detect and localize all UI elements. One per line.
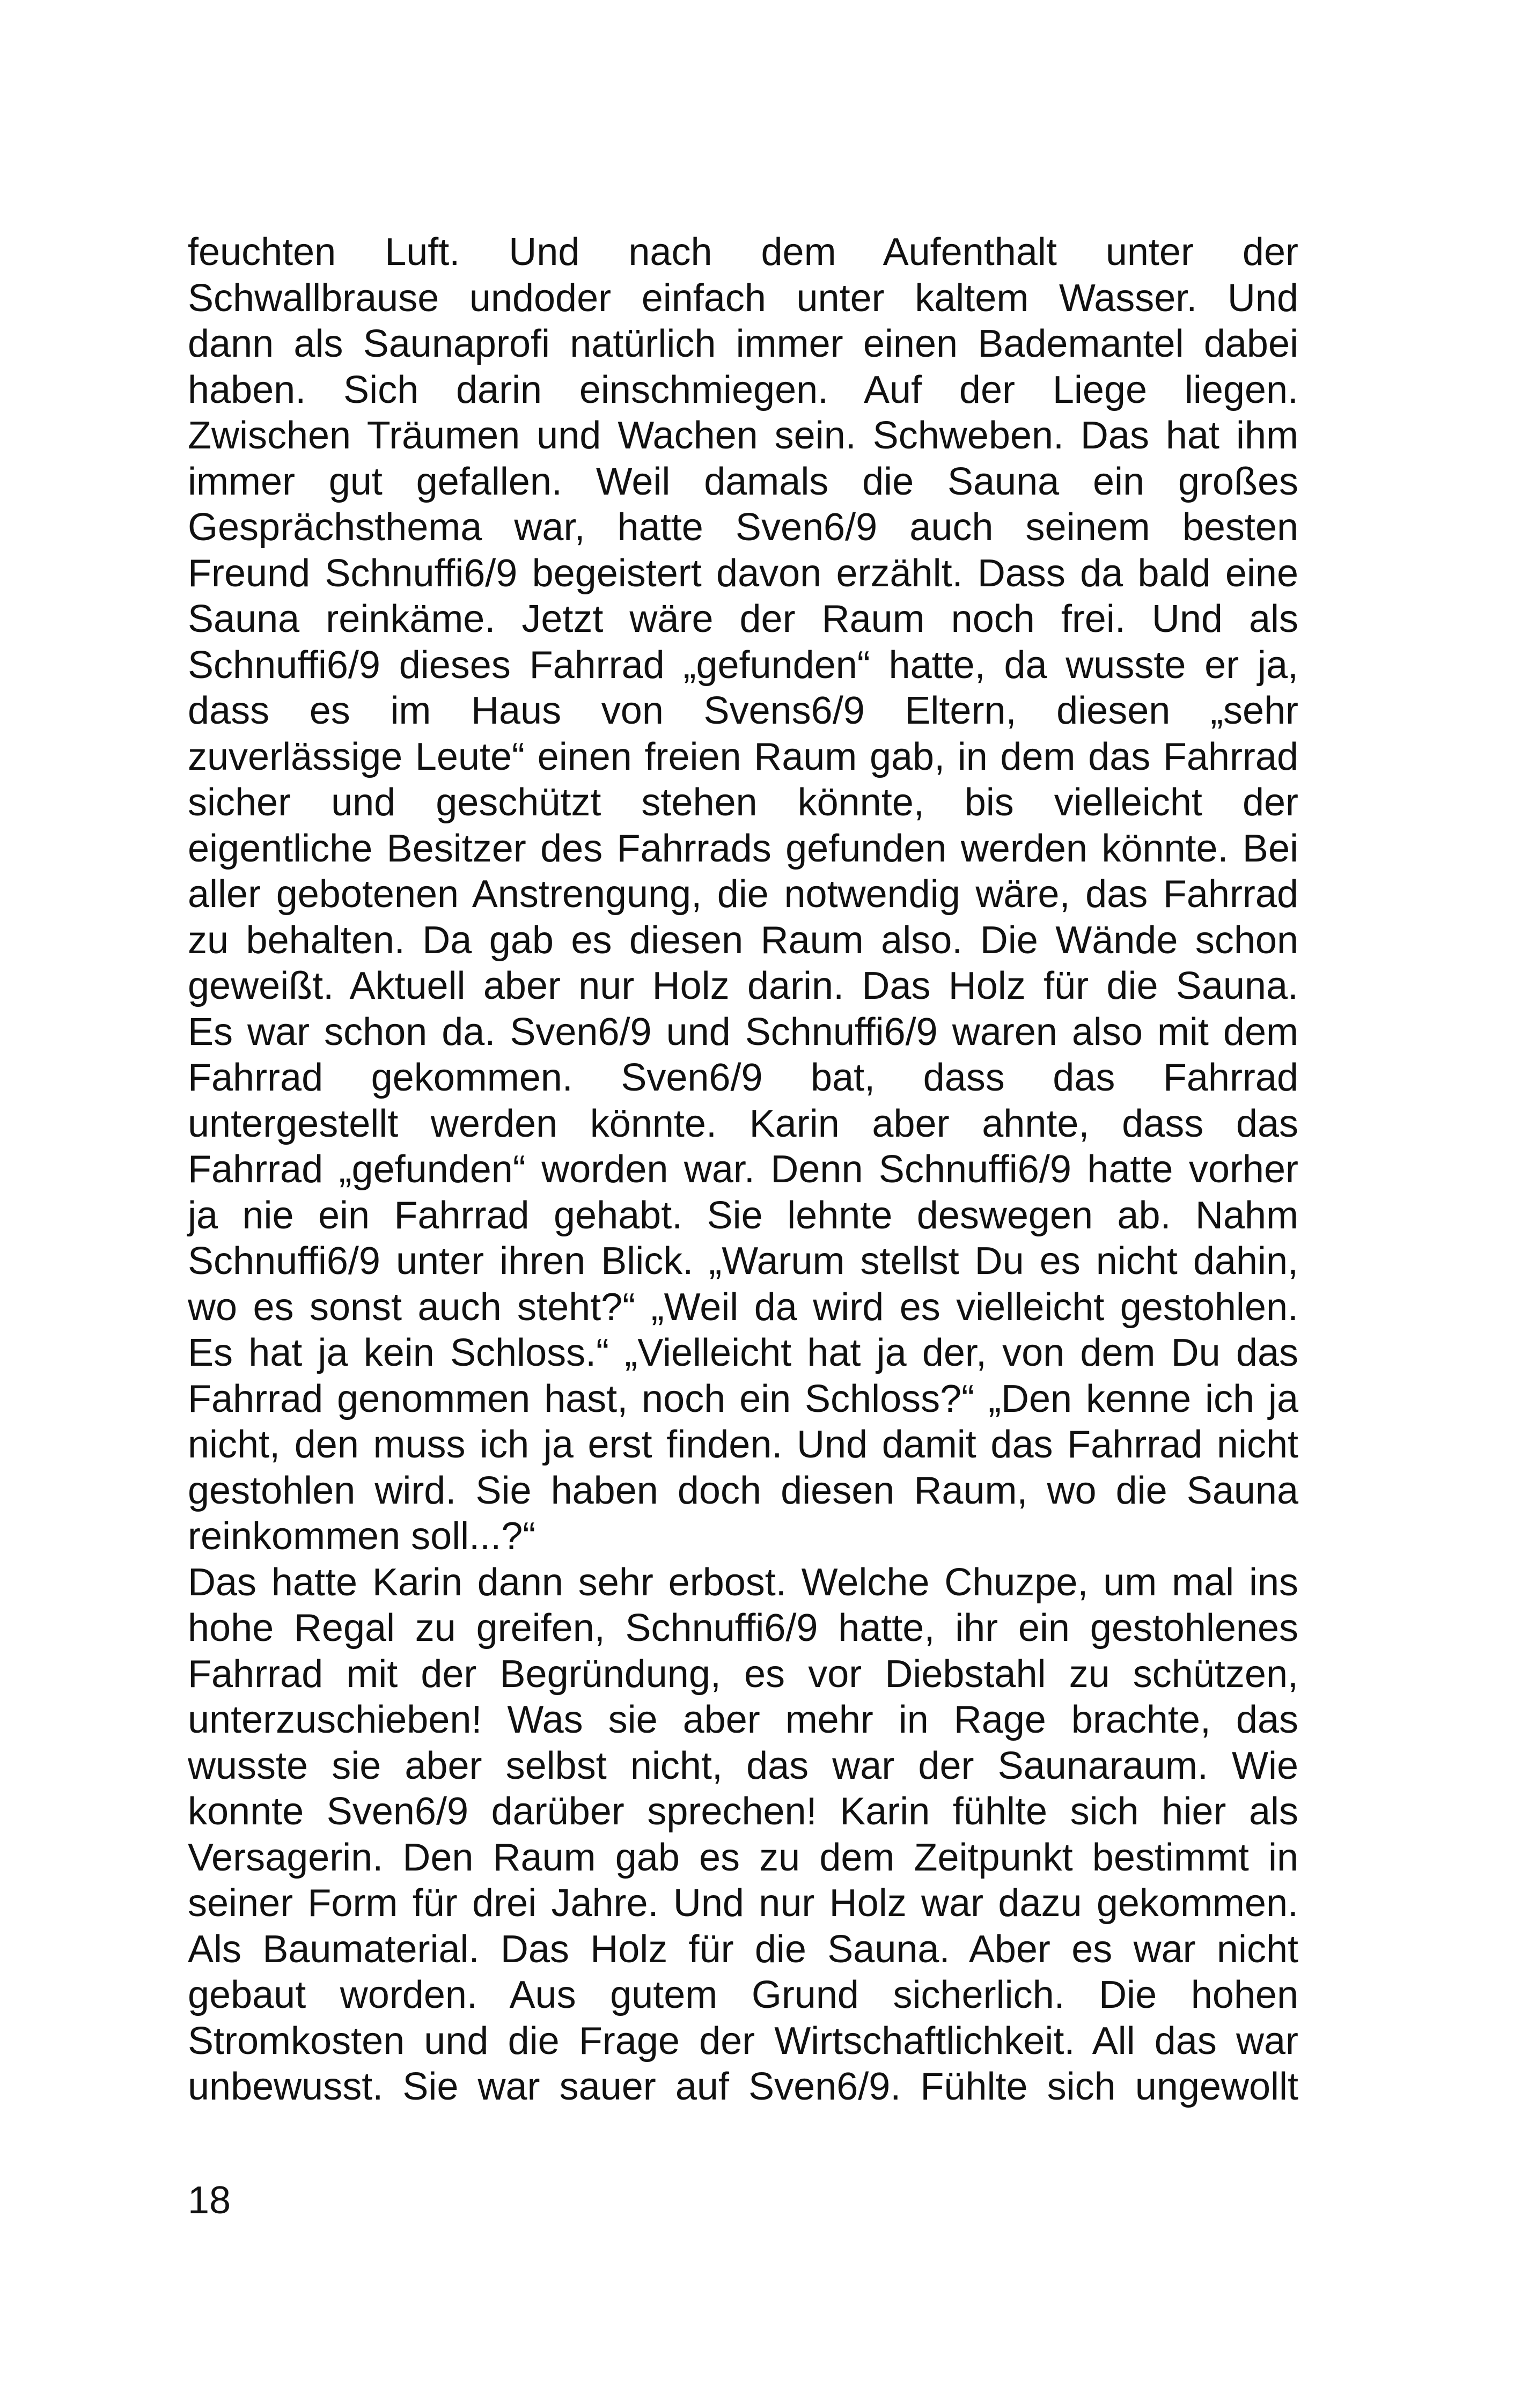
- paragraph: [188, 1560, 1298, 2110]
- text-line: Stromkosten und die Frage der Wirtschaftlichkeit. All das war: [188, 2019, 1298, 2063]
- text-line: nicht, den muss ich ja erst finden. Und damit das Fahrrad nicht: [188, 1423, 1298, 1466]
- text-line: Versagerin. Den Raum gab es zu dem Zeitpunkt bestimmt in: [188, 1836, 1298, 1879]
- text-line: dass es im Haus von Svens6/9 Eltern, diesen „sehr: [188, 689, 1298, 732]
- text-line: sicher und geschützt stehen könnte, bis vielleicht der: [188, 781, 1298, 824]
- text-line: Es war schon da. Sven6/9 und Schnuffi6/9 waren also mit dem: [188, 1010, 1298, 1054]
- text-line: aller gebotenen Anstrengung, die notwendig wäre, das Fahrrad: [188, 873, 1298, 916]
- paragraph: [188, 230, 1298, 1560]
- text-line: ja nie ein Fahrrad gehabt. Sie lehnte deswegen ab. Nahm: [188, 1194, 1298, 1237]
- body-text: [188, 230, 1298, 2110]
- text-line: wusste sie aber selbst nicht, das war der Saunaraum. Wie: [188, 1744, 1298, 1787]
- text-line: reinkommen soll...?“: [188, 1515, 536, 1558]
- text-line: Gesprächsthema war, hatte Sven6/9 auch seinem besten: [188, 506, 1298, 549]
- text-line: Schnuffi6/9 dieses Fahrrad „gefunden“ hatte, da wusste er ja,: [188, 643, 1298, 687]
- text-line: Fahrrad genommen hast, noch ein Schloss?“ „Den kenne ich ja: [188, 1377, 1298, 1420]
- text-line: untergestellt werden könnte. Karin aber ahnte, dass das: [188, 1102, 1298, 1145]
- page-number: 18: [188, 2179, 231, 2222]
- text-line: Freund Schnuffi6/9 begeistert davon erzählt. Dass da bald eine: [188, 551, 1298, 595]
- text-line: unbewusst. Sie war sauer auf Sven6/9. Fühlte sich ungewollt: [188, 2065, 1298, 2108]
- text-line: Sauna reinkäme. Jetzt wäre der Raum noch frei. Und als: [188, 598, 1298, 640]
- text-line: hohe Regal zu greifen, Schnuffi6/9 hatte, ihr ein gestohlenes: [188, 1607, 1298, 1649]
- text-line: eigentliche Besitzer des Fahrrads gefunden werden könnte. Bei: [188, 827, 1298, 870]
- text-line: Schwallbrause undoder einfach unter kaltem Wasser. Und: [188, 276, 1298, 320]
- text-line: Als Baumaterial. Das Holz für die Sauna. Aber es war nicht: [188, 1927, 1298, 1971]
- text-line: Fahrrad „gefunden“ worden war. Denn Schnuffi6/9 hatte vorher: [188, 1148, 1298, 1191]
- text-line: feuchten Luft. Und nach dem Aufenthalt unter der: [188, 231, 1298, 274]
- text-line: immer gut gefallen. Weil damals die Sauna ein großes: [188, 460, 1298, 503]
- text-line: seiner Form für drei Jahre. Und nur Holz war dazu gekommen.: [188, 1882, 1298, 1925]
- text-line: geweißt. Aktuell aber nur Holz darin. Das Holz für die Sauna.: [188, 964, 1298, 1007]
- text-line: haben. Sich darin einschmiegen. Auf der Liege liegen.: [188, 368, 1298, 411]
- text-line: dann als Saunaprofi natürlich immer einen Bademantel dabei: [188, 322, 1298, 365]
- text-line: wo es sonst auch steht?“ „Weil da wird es vielleicht gestohlen.: [188, 1285, 1298, 1329]
- text-line: konnte Sven6/9 darüber sprechen! Karin fühlte sich hier als: [188, 1790, 1298, 1833]
- text-line: Das hatte Karin dann sehr erbost. Welche Chuzpe, um mal ins: [188, 1560, 1298, 1604]
- text-line: Zwischen Träumen und Wachen sein. Schweben. Das hat ihm: [188, 414, 1298, 457]
- text-line: Fahrrad gekommen. Sven6/9 bat, dass das Fahrrad: [188, 1056, 1298, 1099]
- text-line: gestohlen wird. Sie haben doch diesen Raum, wo die Sauna: [188, 1469, 1298, 1512]
- text-line: zuverlässige Leute“ einen freien Raum gab, in dem das Fahrrad: [188, 735, 1298, 778]
- text-line: gebaut worden. Aus gutem Grund sicherlich. Die hohen: [188, 1973, 1298, 2016]
- text-line: Fahrrad mit der Begründung, es vor Diebstahl zu schützen,: [188, 1652, 1298, 1696]
- text-line: Schnuffi6/9 unter ihren Blick. „Warum stellst Du es nicht dahin,: [188, 1240, 1298, 1283]
- text-line: unterzuschieben! Was sie aber mehr in Rage brachte, das: [188, 1698, 1298, 1741]
- text-line: Es hat ja kein Schloss.“ „Vielleicht hat ja der, von dem Du das: [188, 1331, 1298, 1374]
- text-line: zu behalten. Da gab es diesen Raum also. Die Wände schon: [188, 918, 1298, 962]
